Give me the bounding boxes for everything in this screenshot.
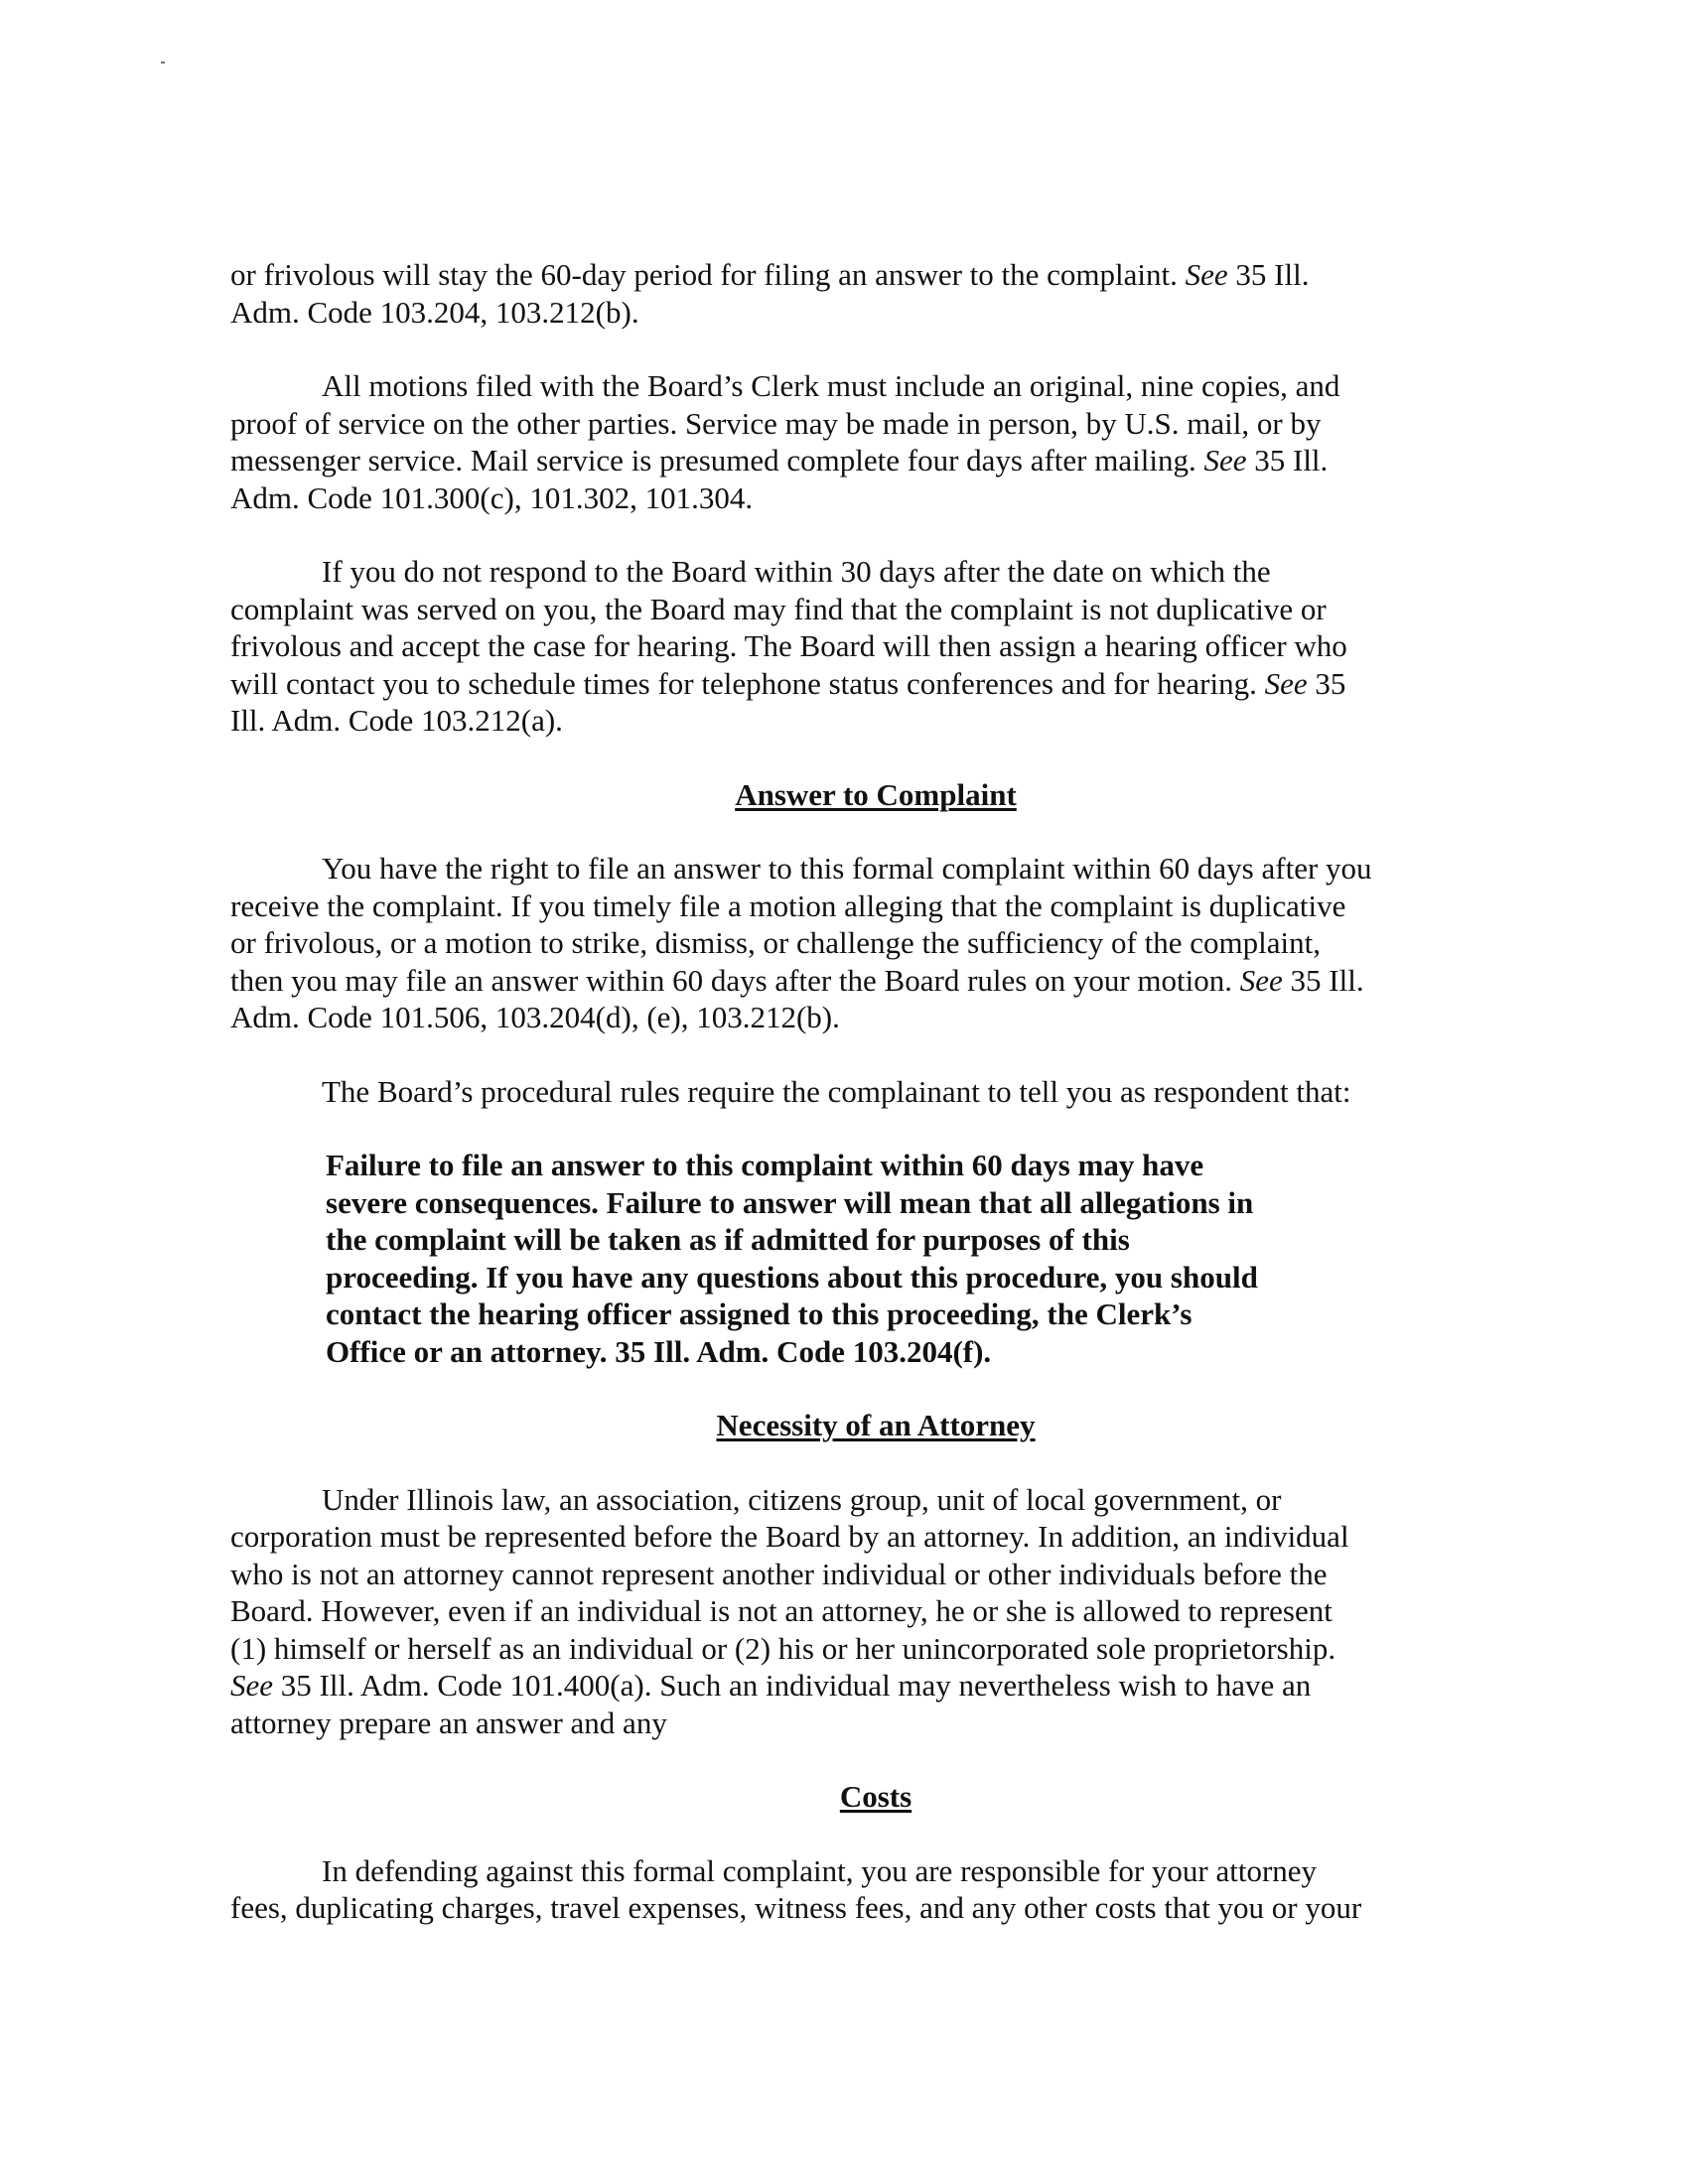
see-citation: See bbox=[1239, 962, 1283, 998]
notice-failure-to-answer: Failure to file an answer to this complaint within 60 days may have severe consequences. Failure to answer will mean that all allegations in the complaint will be taken as if admitted for purposes of this proceeding. If you have any questions about this procedure, you should contact the hearing officer assigned to this proceeding, the Clerk’s Office or an attorney. 35 Ill. Adm. Code 103.204(f). bbox=[326, 1148, 1258, 1369]
text: or frivolous will stay the 60-day period for filing an answer to the complaint. bbox=[230, 257, 1186, 292]
paragraph-procedural-rules: The Board’s procedural rules require the complainant to tell you as respondent that: bbox=[322, 1073, 1351, 1109]
text: 35 Ill. Adm. Code 101.506, 103.204(d), (e), 103.212(b). bbox=[230, 962, 1364, 1034]
scan-mark bbox=[161, 62, 165, 64]
text: Under Illinois law, an association, citizens group, unit of local government, or corporation must be represented before the Board by an attorney. In addition, an individual who is not an attorney cannot represent another individual or other individuals before the Board. However, even if an individual is not an attorney, he or she is allowed to represent (1) himself or herself as an individual or (2) his or her unincorporated sole proprietorship. bbox=[230, 1481, 1349, 1666]
see-citation: See bbox=[1264, 665, 1308, 701]
paragraph-respond-30-days bbox=[230, 553, 1521, 740]
see-citation: See bbox=[1185, 257, 1228, 292]
text: If you do not respond to the Board within 30 days after the date on which the complaint was served on you, the Board may find that the complaint is not duplicative or frivolous and accept the case for hearing. The Board will then assign a hearing officer who will contact you to schedule times for telephone status conferences and for hearing. bbox=[230, 554, 1347, 701]
paragraph-costs: In defending against this formal complaint, you are responsible for your attorney fees, duplicating charges, travel expenses, witness fees, and any other costs that you or your bbox=[230, 1852, 1362, 1925]
text: 35 Ill. Adm. Code 101.300(c), 101.302, 101.304. bbox=[230, 443, 1329, 515]
heading-necessity-of-attorney: Necessity of an Attorney bbox=[716, 1408, 1036, 1442]
text: You have the right to file an answer to this formal complaint within 60 days after you receive the complaint. If you timely file a motion alleging that the complaint is duplicative or frivolous, or a motion to strike, dismiss, or challenge the sufficiency of the complaint, then you may file an answer within 60 days after the Board rules on your motion. bbox=[230, 851, 1372, 998]
see-citation: See bbox=[230, 1668, 274, 1703]
paragraph-attorney-requirement bbox=[230, 1481, 1521, 1742]
text: 35 Ill. Adm. Code 103.204, 103.212(b). bbox=[230, 257, 1310, 330]
page-content bbox=[230, 256, 1521, 1964]
see-citation: See bbox=[1203, 443, 1247, 478]
paragraph-right-to-answer bbox=[230, 850, 1521, 1036]
text: All motions filed with the Board’s Clerk must include an original, nine copies, and proof of service on the other parties. Service may be made in person, by U.S. mail, or by messenger service. Mail service is presumed complete four days after mailing. bbox=[230, 368, 1340, 478]
heading-answer-to-complaint: Answer to Complaint bbox=[735, 776, 1017, 812]
paragraph-motions-filing bbox=[230, 367, 1521, 516]
heading-costs: Costs bbox=[839, 1779, 912, 1814]
paragraph-frivolous-stay bbox=[230, 256, 1521, 331]
text: 35 Ill. Adm. Code 103.212(a). bbox=[230, 665, 1346, 738]
text: 35 Ill. Adm. Code 101.400(a). Such an individual may nevertheless wish to have an attorney prepare an answer and any bbox=[230, 1668, 1312, 1740]
